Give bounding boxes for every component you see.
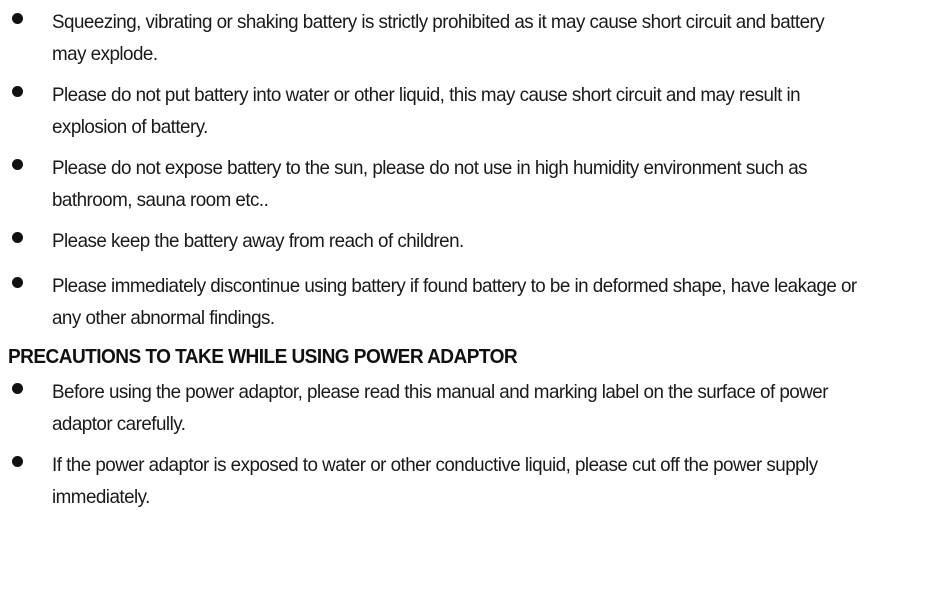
list-item-line: bathroom, sauna room etc.. [52,189,269,211]
list-item-text [52,225,892,257]
list-item [0,159,940,223]
list-item-line: may explode. [52,43,158,65]
bullet-icon [12,13,23,24]
list-item [0,383,940,447]
list-item-text [52,152,892,216]
list-item-text [52,376,892,440]
list-item-line: explosion of battery. [52,116,208,138]
bullet-icon [12,86,23,97]
bullet-icon [12,456,23,467]
list-item-text [52,6,892,70]
list-item-line: Please immediately discontinue using battery if found battery to be in deformed shape, have leakage or [52,275,857,297]
list-item-line: Please do not put battery into water or other liquid, this may cause short circuit and may result in [52,84,801,106]
list-item-text [52,449,892,513]
list-item [0,277,940,341]
bullet-icon [12,232,23,243]
list-item [0,86,940,150]
list-item-line: Squeezing, vibrating or shaking battery is strictly prohibited as it may cause short circuit and battery [52,11,825,33]
bullet-icon [12,159,23,170]
list-item-line: any other abnormal findings. [52,307,275,329]
list-item-line: If the power adaptor is exposed to water or other conductive liquid, please cut off the power supply [52,454,818,476]
list-item [0,13,940,77]
bullet-icon [12,383,23,394]
list-item-text [52,270,892,334]
list-item-line: immediately. [52,486,150,508]
list-item [0,456,940,520]
list-item-line: Please keep the battery away from reach of children. [52,230,464,252]
bullet-icon [12,277,23,288]
section-heading: PRECAUTIONS TO TAKE WHILE USING POWER ADAPTOR [8,345,518,368]
list-item-text [52,79,892,143]
list-item-line: Please do not expose battery to the sun, please do not use in high humidity environment such as [52,157,808,179]
list-item-line: Before using the power adaptor, please read this manual and marking label on the surface of power [52,381,828,403]
list-item-line: adaptor carefully. [52,413,186,435]
list-item [0,232,940,264]
